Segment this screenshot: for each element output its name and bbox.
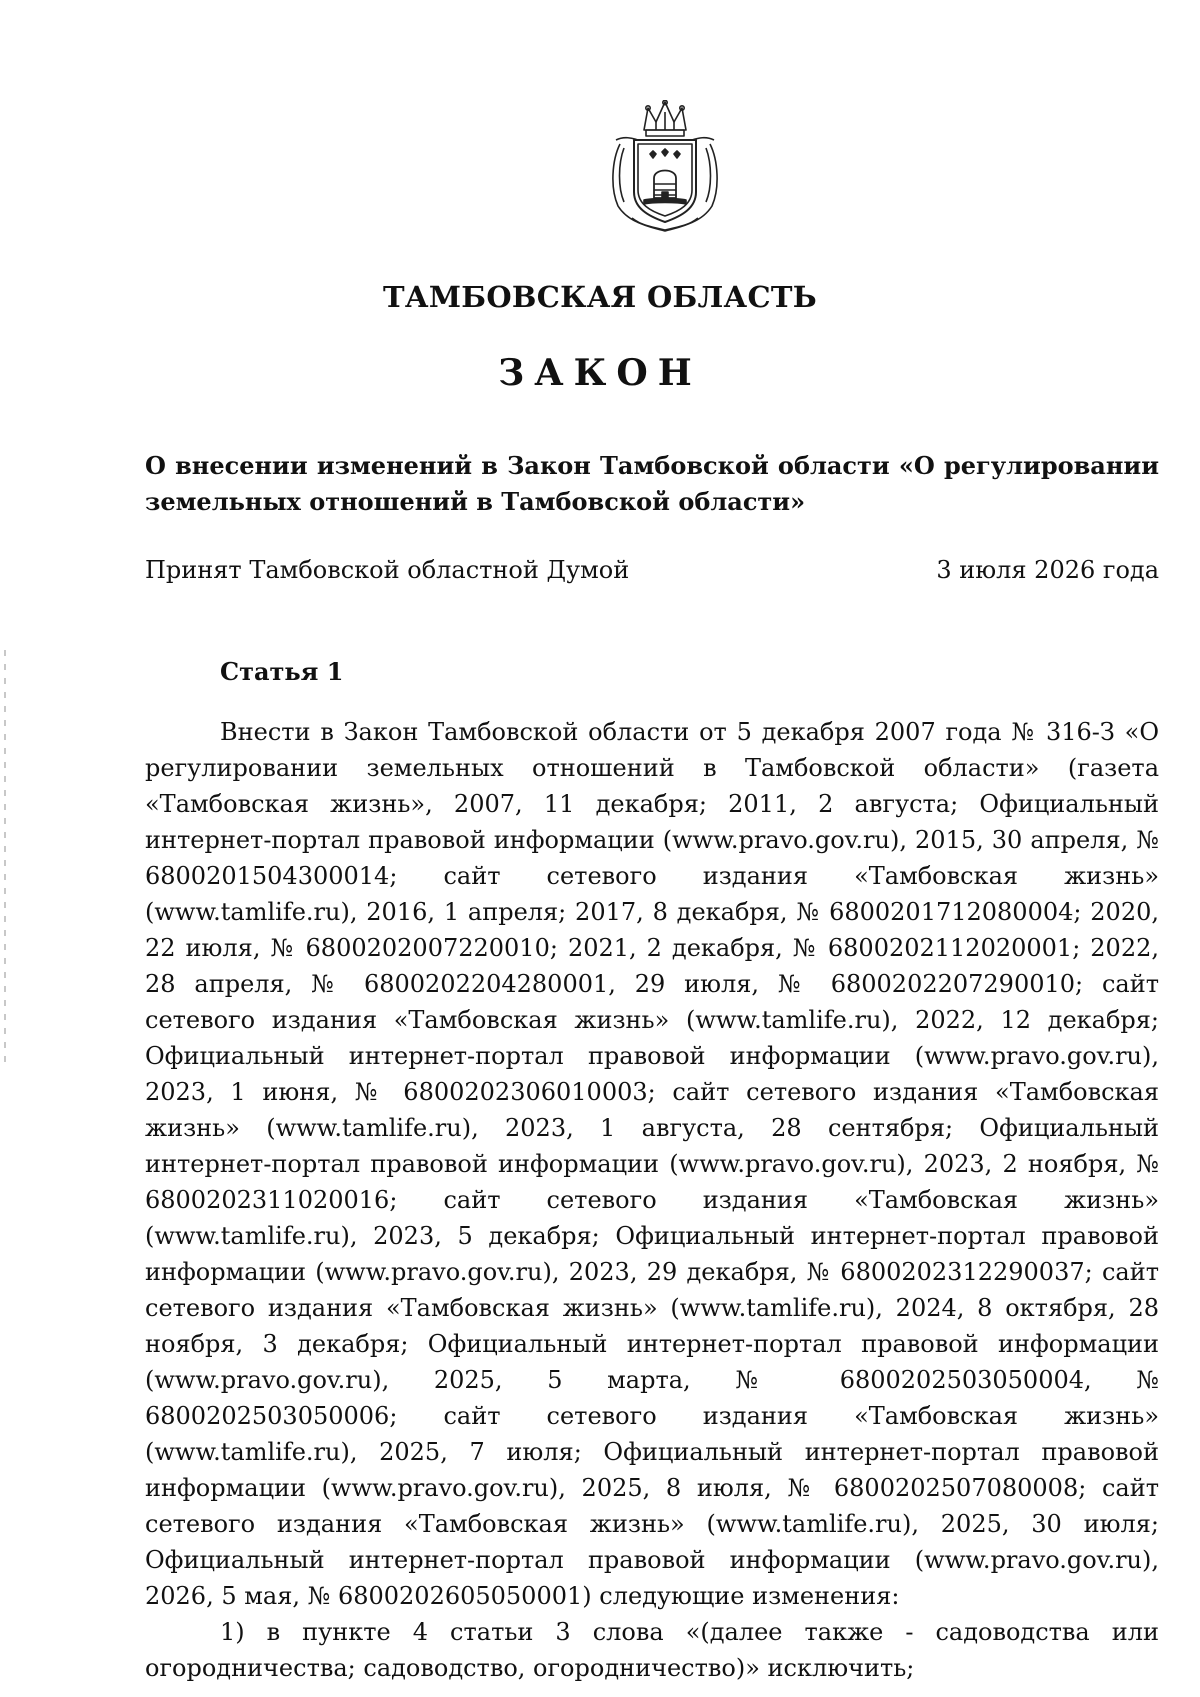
article-heading: Статья 1 (220, 657, 344, 686)
article-body (145, 714, 1159, 1686)
tambov-coat-of-arms-icon (602, 100, 728, 234)
document-type: ЗАКОН (498, 352, 702, 394)
scan-edge-mark (4, 650, 6, 1070)
adoption-line (145, 556, 1159, 584)
article-paragraph: Внести в Закон Тамбовской области от 5 декабря 2007 года № 316-З «О регулировании земельных отношений в Тамбовской области» (газета «Тамбовская жизнь», 2007, 11 декабря; 2011, 2 августа; Официальный интернет-портал правовой информации (www.pravo.gov.ru), 2015, 30 апреля, № 6800201504300014; сайт сетевого издания «Тамбовская жизнь» (www.tamlife.ru), 2016, 1 апреля; 2017, 8 декабря, № 6800201712080004; 2020, 22 июля, № 6800202007220010; 2021, 2 декабря, № 6800202112020001; 2022, 28 апреля, № 6800202204280001, 29 июля, № 6800202207290010; сайт сетевого издания «Тамбовская жизнь» (www.tamlife.ru), 2022, 12 декабря; Официальный интернет-портал правовой информации (www.pravo.gov.ru), 2023, 1 июня, № 6800202306010003; сайт сетевого издания «Тамбовская жизнь» (www.tamlife.ru), 2023, 1 августа, 28 сентября; Официальный интернет-портал правовой информации (www.pravo.gov.ru), 2023, 2 ноября, № 6800202311020016; сайт сетевого издания «Тамбовская жизнь» (www.tamlife.ru), 2023, 5 декабря; Официальный интернет-портал правовой информации (www.pravo.gov.ru), 2023, 29 декабря, № 6800202312290037; сайт сетевого издания «Тамбовская жизнь» (www.tamlife.ru), 2024, 8 октября, 28 ноября, 3 декабря; Официальный интернет-портал правовой информации (www.pravo.gov.ru), 2025, 5 марта, № 6800202503050004, № 6800202503050006; сайт сетевого издания «Тамбовская жизнь» (www.tamlife.ru), 2025, 7 июля; Официальный интернет-портал правовой информации (www.pravo.gov.ru), 2025, 8 июля, № 6800202507080008; сайт сетевого издания «Тамбовская жизнь» (www.tamlife.ru), 2025, 30 июля; Официальный интернет-портал правовой информации (www.pravo.gov.ru), 2026, 5 мая, № 6800202605050001) следующие изменения: (145, 718, 1159, 1610)
region-name: ТАМБОВСКАЯ ОБЛАСТЬ (383, 280, 817, 314)
article-paragraph: 1) в пункте 4 статьи 3 слова «(далее также - садоводства или огородничества; садоводство, огородничество)» исключить; (145, 1618, 1159, 1682)
adopted-by: Принят Тамбовской областной Думой (145, 556, 630, 584)
law-title: О внесении изменений в Закон Тамбовской области «О регулировании земельных отношений в Тамбовской области» (145, 451, 1159, 516)
adoption-date: 3 июля 2026 года (936, 556, 1159, 584)
